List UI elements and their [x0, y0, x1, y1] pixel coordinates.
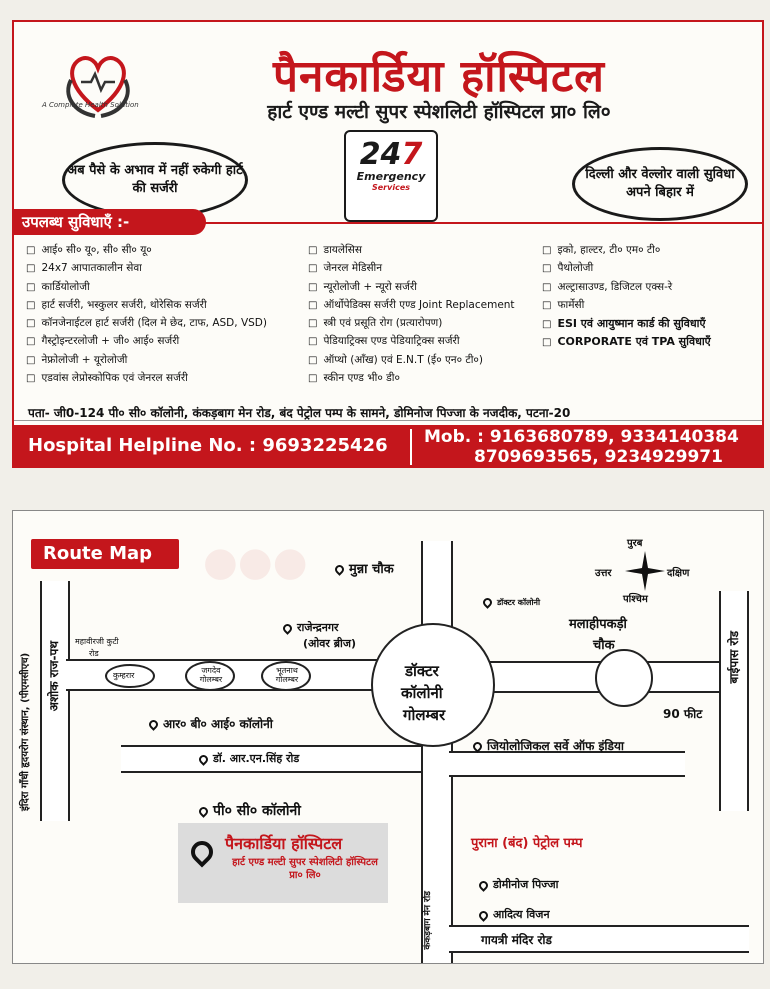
facilities-divider — [199, 222, 764, 224]
list-item: □ 24x7 आपातकालीन सेवा — [26, 261, 267, 279]
location-pin-icon — [197, 753, 210, 766]
route-map-title: Route Map — [31, 539, 179, 569]
rajendra-nagar-text: राजेन्द्रनगर — [297, 621, 339, 634]
roundabout-label-2: कॉलोनी — [401, 684, 443, 702]
mahavir-kuti-label: महावीरजी कुटी — [75, 637, 119, 646]
address-line: पता- जी0-124 पी० सी० कॉलोनी, कंकड़बाग मेन रोड, बंद पेट्रोल पम्प के सामने, डोमिनोज पिज्जा के नजदीक, पटना-20 — [28, 406, 571, 420]
ashok-rajpath-label: अशोक राज-पथ — [47, 641, 61, 712]
list-item: □ कार्डियोलोजी — [26, 280, 267, 298]
emergency-24: 24 — [359, 137, 402, 172]
emergency-badge — [344, 130, 438, 222]
bleed-through-watermark: ●●● — [203, 539, 308, 585]
jagdeo-label: जगदेव गोलम्बर — [199, 666, 223, 684]
mobile-numbers-line-1[interactable]: Mob. : 9163680789, 9334140384 — [424, 427, 739, 447]
location-pin-icon — [477, 879, 490, 892]
bhoothnath-label: भूतनाथ गोलम्बर — [275, 666, 299, 684]
compass-rose-icon — [625, 551, 665, 591]
mobile-numbers-line-2[interactable]: 8709693565, 9234929971 — [474, 447, 723, 467]
hospital-title: पैनकार्डिया हॉस्पिटल — [272, 51, 606, 102]
heart-hands-logo-icon — [59, 40, 137, 122]
indira-gandhi-label: इंदिरा गाँधी हृदयरोग संस्थान, (पीएमसीएच) — [20, 652, 31, 811]
emergency-services: Services — [371, 183, 411, 192]
kumhrar-roundabout — [105, 664, 155, 688]
list-item: □ गैस्ट्रोइन्टरलोजी + जी० आई० सर्जरी — [26, 334, 267, 352]
dominos-text: डोमीनोज पिज्जा — [493, 878, 559, 891]
facilities-column-3 — [542, 243, 711, 353]
doctor-colony-small-label — [483, 597, 540, 608]
location-pin-icon — [147, 718, 160, 731]
location-pin-icon — [281, 622, 294, 635]
dr-rn-singh-road-text: डॉ. आर.एन.सिंह रोड — [213, 752, 300, 765]
list-item: □ एडवांस लेप्रोस्कोपिक एवं जेनरल सर्जरी — [26, 371, 267, 389]
kumhrar-label: कुम्हरार — [113, 671, 135, 680]
hospital-subtitle: हार्ट एण्ड मल्टी सुपर स्पेशलिटी हॉस्पिटल प्रा० लि० — [267, 101, 611, 123]
list-item: □ स्कीन एण्ड भी० डी० — [308, 371, 515, 389]
bypass-road-label: बाईपास रोड — [727, 631, 741, 684]
list-item: □ ऑप्थो (आँख) एवं E.N.T (ई० एन० टी०) — [308, 353, 515, 371]
bypass-road — [719, 591, 749, 811]
malahipakdi-chowk-label: चौक — [593, 638, 615, 653]
left-oval-tagline: अब पैसे के अभाव में नहीं रुकेगी हार्ट की सर्जरी — [62, 142, 248, 218]
rajendra-nagar-label — [283, 620, 339, 635]
compass-south-label: दक्षिण — [667, 568, 690, 579]
compass-west-label: पश्चिम — [623, 594, 648, 605]
rbi-colony-label — [149, 715, 273, 732]
munna-chowk-text: मुन्ना चौक — [349, 562, 394, 577]
map-hospital-name: पैनकार्डिया हॉस्पिटल — [225, 834, 343, 853]
rbi-colony-text: आर० बी० आई० कॉलोनी — [163, 717, 273, 731]
ninety-feet-label: 90 फीट — [663, 707, 703, 721]
compass-north-label: उत्तर — [595, 568, 612, 579]
main-road-label: कंकड़बाग मेन रोड — [423, 891, 433, 950]
compass-east-label: पुरब — [627, 538, 643, 549]
location-pin-icon — [481, 596, 494, 609]
location-pin-icon — [197, 805, 210, 818]
list-item: □ आई० सी० यू०, सी० सी० यू० — [26, 243, 267, 261]
list-item: □ फार्मेसी — [542, 298, 711, 316]
location-pin-icon — [471, 740, 484, 753]
munna-chowk-label — [335, 559, 394, 577]
helpline-bar — [14, 425, 762, 468]
mahavir-kuti-road-label: रोड — [89, 649, 99, 658]
logo-tagline: A Complete Health Solution — [42, 101, 139, 109]
list-item: □ नेफ्रोलोजी + यूरोलोजी — [26, 353, 267, 371]
geological-survey-label — [473, 737, 624, 754]
pc-colony-text: पी० सी० कॉलोनी — [213, 803, 301, 819]
facilities-heading: उपलब्ध सुविधाएँ :- — [14, 209, 206, 235]
malahipakdi-label: मलाहीपकड़ी — [569, 617, 627, 632]
right-oval-tagline: दिल्ली और वेल्लोर वाली सुविधा अपने बिहार में — [572, 147, 748, 221]
gayatri-mandir-road-label: गायत्री मंदिर रोड — [481, 933, 552, 947]
map-hospital-subtitle: हार्ट एण्ड मल्टी सुपर स्पेशलिटी हॉस्पिटल प्रा० लि० — [232, 857, 378, 881]
list-item: □ इको, हाल्टर, टी० एम० टी० — [542, 243, 711, 261]
facilities-column-1 — [26, 243, 267, 389]
geological-road — [449, 751, 685, 777]
dr-rn-singh-road-label — [199, 751, 299, 766]
emergency-7: 7 — [401, 137, 423, 172]
geological-survey-text: जियोलोजिकल सर्वे ऑफ इंडिया — [487, 739, 625, 753]
list-item: □ डायलेसिस — [308, 243, 515, 261]
list-item: □ न्यूरोलोजी + न्यूरो सर्जरी — [308, 280, 515, 298]
list-item: □ जेनरल मेडिसीन — [308, 261, 515, 279]
old-petrol-pump-label: पुराना (बंद) पेट्रोल पम्प — [471, 836, 583, 851]
dominos-label — [479, 877, 559, 892]
helpline-divider — [410, 429, 412, 465]
location-pin-icon — [477, 909, 490, 922]
aditya-vision-text: आदित्य विजन — [493, 908, 550, 921]
route-map-card — [12, 510, 764, 964]
list-item: □ ESI एवं आयुष्मान कार्ड की सुविधाएँ — [542, 316, 711, 334]
doctor-colony-small-text: डॉक्टर कॉलोनी — [497, 598, 541, 607]
helpline-number[interactable]: Hospital Helpline No. : 9693225426 — [28, 435, 388, 456]
facilities-column-2 — [308, 243, 515, 389]
list-item: □ पैथोलोजी — [542, 261, 711, 279]
list-item: □ कॉनजेनाईटल हार्ट सर्जरी (दिल मे छेद, टाफ, ASD, VSD) — [26, 316, 267, 334]
hospital-info-card — [12, 20, 764, 468]
list-item: □ CORPORATE एवं TPA सुविधाएँ — [542, 334, 711, 352]
list-item: □ ऑर्थोपेडिक्स सर्जरी एण्ड Joint Replacement — [308, 298, 515, 316]
list-item: □ हार्ट सर्जरी, भस्कुलर सर्जरी, थोरेसिक सर्जरी — [26, 298, 267, 316]
roundabout-label-1: डॉक्टर — [405, 662, 439, 680]
roundabout-label-3: गोलम्बर — [403, 706, 446, 724]
pc-colony-label — [199, 801, 301, 820]
list-item: □ अल्ट्रासाउण्ड, डिजिटल एक्स-रे — [542, 280, 711, 298]
location-pin-icon — [333, 563, 346, 576]
aditya-vision-label — [479, 907, 550, 922]
list-item: □ स्त्री एवं प्रसूति रोग (प्रत्यारोपण) — [308, 316, 515, 334]
list-item: □ पेडियाट्रिक्स एण्ड पेडियाट्रिक्स सर्जरी — [308, 334, 515, 352]
malahipakdi-roundabout — [595, 649, 653, 707]
emergency-label: Emergency — [356, 170, 426, 183]
bhoothnath-roundabout — [261, 661, 311, 691]
jagdeo-roundabout — [185, 661, 235, 691]
address-divider — [14, 420, 762, 421]
over-bridge-label: (ओवर ब्रीज) — [303, 637, 357, 650]
